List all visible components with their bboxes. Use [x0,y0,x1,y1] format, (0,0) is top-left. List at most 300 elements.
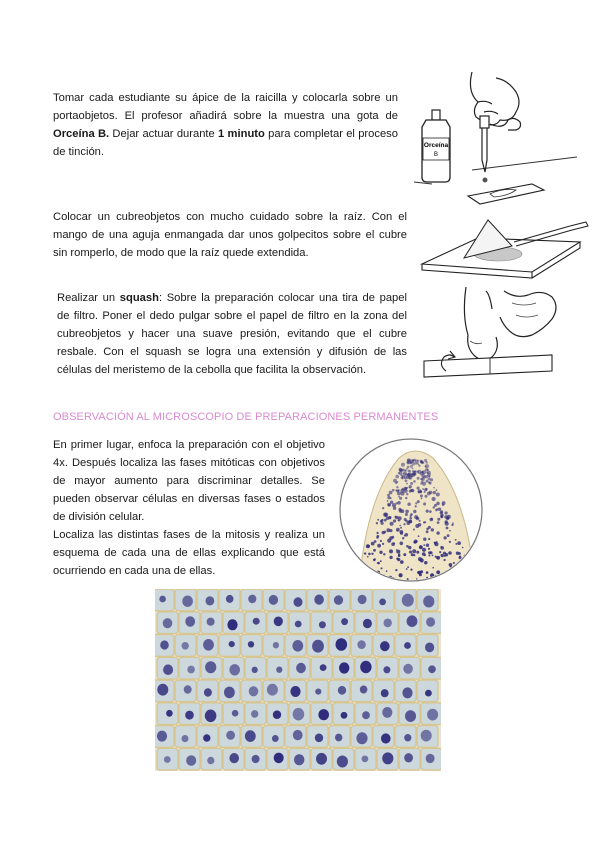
root-cell-nucleus [409,551,412,554]
root-cell-nucleus [359,579,363,583]
micrograph-nucleus [427,709,438,721]
root-cell-nucleus [391,542,395,546]
root-cell-nucleus [415,460,419,464]
root-cell-nucleus [436,493,440,497]
micrograph-nucleus [379,599,386,606]
root-cell-nucleus [387,500,389,502]
step3-text-a: Realizar un [57,292,120,304]
micrograph-nucleus [315,734,323,743]
root-cell-nucleus [399,497,402,500]
root-cell-nucleus [396,530,398,532]
root-cell-nucleus [427,471,431,475]
micrograph-nucleus [336,638,348,651]
micrograph-nucleus [423,596,434,608]
root-cell-nucleus [435,509,438,512]
root-cell-nucleus [437,521,440,524]
root-cell-nucleus [419,545,422,548]
root-cell-nucleus [367,556,369,558]
micrograph-nucleus [294,597,303,607]
root-cell-nucleus [402,478,404,480]
observation-text-2: Localiza las distintas fases de la mitosis y realiza un esquema de cada una de ellas explicando que está ocurriendo en cada una de ellas. [53,529,325,577]
root-cell-nucleus [442,503,445,506]
micrograph-nucleus [160,640,169,649]
root-cell-nucleus [389,549,393,553]
micrograph-nucleus [294,754,304,765]
root-cell-nucleus [392,489,395,492]
micrograph-nucleus [184,685,192,693]
root-cell-nucleus [389,491,393,495]
micrograph-nucleus [341,618,348,625]
micrograph-nucleus [293,708,305,721]
root-cell-nucleus [377,535,380,538]
micrograph-nucleus [164,756,171,763]
root-cell-nucleus [382,519,384,521]
root-cell-nucleus [451,524,453,526]
micrograph-nucleus [226,595,234,603]
root-cell-nucleus [455,539,457,541]
root-cell-nucleus [421,498,423,500]
micrograph-nucleus [383,666,390,673]
root-cell-nucleus [426,571,429,574]
micrograph-nucleus [182,596,193,607]
root-cell-nucleus [456,552,459,555]
micrograph-nucleus [341,712,348,719]
root-cell-nucleus [430,518,434,522]
micrograph-nucleus [166,710,173,717]
micrograph-nucleus [426,617,435,626]
root-cell-nucleus [423,521,425,523]
micrograph-nucleus [357,640,365,649]
root-cell-nucleus [445,511,448,514]
root-cell-nucleus [415,502,417,504]
root-cell-nucleus [415,505,417,507]
root-cell-nucleus [413,529,415,531]
root-cell-nucleus [413,473,416,476]
root-cell-nucleus [413,480,416,483]
root-cell-nucleus [398,496,400,498]
micrograph-nucleus [163,618,173,628]
drop [483,178,488,183]
micrograph-nucleus [425,643,434,653]
root-cell-nucleus [380,540,382,542]
root-cell-nucleus [407,566,409,568]
root-cell-nucleus [466,563,469,566]
micrograph-nucleus [339,662,349,673]
step3-text-b: : Sobre la preparación colocar una tira de papel de filtro. Poner el dedo pulgar sobre el papel de filtro en la zona del cubreobjetos y hacer una suave presión, evitando que el cubre resbale. Con el squash se logra una extensión y difusión de las células del meristemo de la cebolla que facilita la observación. [57,292,407,376]
root-cell-nucleus [413,510,416,513]
micrograph-nucleus [404,753,413,762]
root-cell-nucleus [399,520,401,522]
micrograph-nucleus [245,730,256,742]
root-cell-nucleus [403,553,406,556]
root-cell-nucleus [432,567,434,569]
orceina-bottle [422,110,450,182]
root-cell-nucleus [419,520,421,522]
root-cell-nucleus [350,583,352,584]
micrograph-nucleus [227,619,237,630]
observation-paragraph-2 [53,526,325,580]
root-cell-nucleus [428,526,431,529]
root-tip-microscope-view [337,436,485,584]
root-cell-nucleus [366,572,369,575]
root-cell-nucleus [393,519,396,522]
step1-text-a: Tomar cada estudiante su ápice de la raicilla y colocarla sobre un portaobjetos. El profesor añadirá sobre la muestra una gota de [53,92,398,122]
root-cell-nucleus [417,477,420,480]
root-cell-nucleus [367,545,370,548]
root-cell-nucleus [351,577,353,579]
root-cell-nucleus [430,551,433,554]
root-cell-nucleus [406,545,409,548]
root-cell-nucleus [377,544,381,548]
root-cell-nucleus [401,492,405,496]
root-cell-nucleus [392,503,396,507]
root-cell-nucleus [399,530,403,534]
root-cell-nucleus [369,579,372,582]
root-cell-nucleus [404,535,406,537]
root-cell-nucleus [373,559,376,562]
root-cell-nucleus [410,569,412,571]
root-cell-nucleus [460,579,462,581]
root-cell-nucleus [442,574,446,578]
root-cell-nucleus [441,516,443,518]
root-cell-nucleus [435,582,437,584]
micrograph-nucleus [204,688,212,696]
micrograph-nucleus [335,734,342,742]
root-cell-nucleus [380,560,382,562]
root-cell-nucleus [449,530,451,532]
micrograph-nucleus [338,686,346,695]
root-cell-nucleus [427,469,429,471]
root-cell-nucleus [432,497,436,501]
micrograph-nucleus [224,687,235,699]
root-cell-nucleus [404,489,408,493]
root-cell-nucleus [429,510,432,513]
micrograph-cells [155,589,441,771]
root-cell-nucleus [403,523,405,525]
root-cell-nucleus [426,480,429,483]
root-cell-nucleus [410,482,413,485]
root-cell-nucleus [388,516,391,519]
root-cell-nucleus [390,497,392,499]
root-cell-nucleus [440,546,444,550]
mitosis-micrograph [155,589,441,771]
section-heading: OBSERVACIÓN AL MICROSCOPIO DE PREPARACIONES PERMANENTES [53,411,439,423]
root-cell-nucleus [436,531,439,534]
root-cell-nucleus [398,508,401,511]
root-cell-nucleus [444,536,447,539]
micrograph-nucleus [314,595,324,605]
micrograph-nucleus [292,640,303,652]
root-cell-nucleus [402,537,404,539]
root-cell-nucleus [408,472,411,475]
root-cell-nucleus [434,542,437,545]
micrograph-nucleus [269,595,278,605]
root-cell-nucleus [468,560,472,564]
micrograph-nucleus [206,596,215,605]
micrograph-nucleus [249,686,259,696]
micrograph-nucleus [159,596,166,603]
root-cell-nucleus [451,572,453,574]
root-cell-nucleus [397,501,401,505]
micrograph-nucleus [252,667,258,673]
root-cell-nucleus [376,532,378,534]
root-cell-nucleus [360,565,362,567]
root-cell-nucleus [452,576,455,579]
step1-bold-minute: 1 minuto [218,128,265,140]
root-cell-nucleus [447,534,450,537]
root-cell-nucleus [371,542,375,546]
micrograph-nucleus [232,710,239,717]
root-cell-nucleus [445,522,449,526]
root-cell-nucleus [468,578,472,582]
root-cell-nucleus [373,549,376,552]
root-cell-nucleus [390,522,394,526]
root-cell-nucleus [424,491,426,493]
root-cell-nucleus [420,494,423,497]
root-cell-nucleus [447,517,449,519]
root-cell-nucleus [407,503,410,506]
micrograph-nucleus [403,664,413,674]
root-cell-nucleus [428,538,430,540]
micrograph-nucleus [405,710,416,722]
root-cell-nucleus [426,530,429,533]
root-cell-nucleus [395,475,399,479]
root-cell-nucleus [371,553,373,555]
root-cell-nucleus [431,581,435,584]
micrograph-nucleus [360,661,371,673]
root-cell-nucleus [410,465,413,468]
observation-paragraph-1 [53,436,325,526]
root-cell-nucleus [396,486,398,488]
root-cell-nucleus [416,517,419,520]
micrograph-nucleus [205,661,216,673]
root-cell-nucleus [457,574,461,578]
micrograph-nucleus [315,689,321,695]
micrograph-nucleus [362,711,370,719]
root-cell-nucleus [383,513,387,517]
root-cell-nucleus [395,569,397,571]
micrograph-nucleus [318,709,329,720]
micrograph-nucleus [185,616,195,627]
staining-illustration [412,72,582,212]
root-cell-nucleus [426,510,429,513]
observation-text-1: En primer lugar, enfoca la preparación con el objetivo 4x. Después localiza las fases mitóticas con objetivos de mayor aumento para discriminar detalles. Se pueden observar células en diversas fases o estados de división celular. [53,439,325,523]
micrograph-nucleus [425,690,432,697]
micrograph-nucleus [182,735,189,742]
root-cell-nucleus [459,555,461,557]
root-cell-nucleus [418,535,420,537]
root-cell-nucleus [471,573,473,575]
root-cell-nucleus [423,544,425,546]
root-cell-nucleus [423,476,426,479]
root-cell-nucleus [384,519,387,522]
root-cell-nucleus [386,528,390,532]
root-cell-nucleus [400,560,404,564]
root-cell-nucleus [437,518,440,521]
root-cell-nucleus [410,513,413,516]
micrograph-nucleus [248,641,254,647]
root-cell-nucleus [446,527,449,530]
root-cell-nucleus [422,548,426,552]
micrograph-nucleus [312,640,324,653]
root-cell-nucleus [406,483,408,485]
root-cell-nucleus [434,504,437,507]
micrograph-nucleus [421,730,432,742]
root-cell-nucleus [368,553,371,556]
micrograph-nucleus [207,618,215,626]
root-cell-nucleus [394,516,396,518]
micrograph-nucleus [358,595,367,604]
root-cell-nucleus [461,564,465,568]
root-cell-nucleus [432,555,434,557]
micrograph-nucleus [356,732,367,744]
micrograph-nucleus [290,686,300,697]
root-cell-nucleus [416,551,419,554]
root-cell-nucleus [399,468,403,472]
root-cell-nucleus [405,520,408,523]
root-cell-nucleus [438,508,441,511]
root-cell-nucleus [405,510,409,514]
root-cell-nucleus [387,494,390,497]
micrograph-nucleus [248,595,256,604]
root-cell-nucleus [382,507,384,509]
root-cell-nucleus [377,519,379,521]
root-cell-nucleus [412,549,416,553]
micrograph-nucleus [229,641,235,647]
micrograph-nucleus [276,667,282,673]
root-cell-nucleus [400,542,404,546]
micrograph-nucleus [226,731,235,740]
root-cell-nucleus [439,551,441,553]
root-cell-nucleus [425,495,428,498]
micrograph-nucleus [163,664,173,675]
root-cell-nucleus [416,578,418,580]
root-cell-nucleus [419,573,422,576]
micrograph-nucleus [229,664,240,675]
micrograph-nucleus [362,756,369,763]
hand-dropper [470,72,520,172]
root-cell-nucleus [406,468,408,470]
root-cell-nucleus [418,464,420,466]
micrograph-nucleus [384,619,392,628]
root-cell-nucleus [366,570,369,573]
micrograph-nucleus [157,684,168,696]
root-cell-nucleus [449,541,451,543]
root-cell-nucleus [406,568,408,570]
micrograph-nucleus [404,642,411,649]
root-cell-nucleus [420,478,423,481]
squash-illustration [420,285,585,385]
root-cell-nucleus [418,557,422,561]
root-cell-nucleus [396,549,398,551]
root-cell-nucleus [405,470,407,472]
micrograph-nucleus [203,734,210,742]
root-cell-nucleus [384,581,386,583]
root-cell-nucleus [422,488,424,490]
root-cell-nucleus [397,558,400,561]
slide [468,184,544,204]
micrograph-nucleus [319,621,326,628]
bottle-label-orceina: Orceína [423,142,449,149]
step1-text-b: Dejar actuar durante [109,128,219,140]
micrograph-nucleus [229,753,239,763]
step1-text-c: para completar el proceso de tinción. [53,128,398,158]
root-cell-nucleus [445,581,449,585]
micrograph-nucleus [296,663,306,673]
micrograph-nucleus [293,730,303,740]
micrograph-nucleus [407,615,418,627]
root-cell-nucleus [412,459,414,461]
root-cell-nucleus [412,468,414,470]
micrograph-nucleus [363,619,372,628]
root-cell-nucleus [448,551,452,555]
micrograph-nucleus [360,686,368,694]
root-cell-nucleus [383,553,385,555]
root-cell-nucleus [401,463,405,467]
root-cell-nucleus [455,543,457,545]
micrograph-nucleus [380,641,390,651]
root-cell-nucleus [418,491,420,493]
micrograph-nucleus [381,689,389,697]
root-cell-nucleus [429,491,433,495]
root-cell-nucleus [364,552,366,554]
root-cell-nucleus [399,525,401,527]
root-cell-nucleus [414,540,418,544]
root-cell-nucleus [409,487,411,489]
root-cell-nucleus [428,476,430,478]
micrograph-nucleus [185,711,194,720]
root-cell-nucleus [418,523,422,527]
root-cell-nucleus [467,562,469,564]
micrograph-nucleus [334,595,343,605]
root-cell-nucleus [422,482,426,486]
micrograph-nucleus [426,754,435,763]
micrograph-nucleus [274,753,284,764]
micrograph-nucleus [382,752,393,764]
root-cell-nucleus [398,554,400,556]
root-cell-nucleus [457,541,461,545]
root-cell-nucleus [424,554,426,556]
root-cell-nucleus [383,531,386,534]
root-cell-nucleus [405,479,408,482]
root-cell-nucleus [423,538,426,541]
root-cell-nucleus [417,500,420,503]
root-cell-nucleus [420,472,424,476]
micrograph-nucleus [382,707,392,718]
micrograph-nucleus [203,639,214,651]
root-cell-nucleus [411,553,414,556]
root-cell-nucleus [389,556,392,559]
root-cell-nucleus [379,578,383,582]
micrograph-nucleus [267,684,278,696]
root-cell-nucleus [412,462,416,466]
root-cell-nucleus [467,557,469,559]
root-cell-nucleus [386,570,388,572]
root-cell-nucleus [441,554,444,557]
root-cell-nucleus [440,511,443,514]
step1-paragraph [53,89,398,161]
micrograph-nucleus [295,621,302,628]
root-cell-nucleus [424,561,427,564]
micrograph-nucleus [251,710,258,718]
root-cell-nucleus [424,488,427,491]
root-cell-nucleus [429,482,432,485]
root-cell-nucleus [435,489,437,491]
root-cell-nucleus [425,465,427,467]
step2-text: Colocar un cubreobjetos con mucho cuidado sobre la raíz. Con el mango de una aguja enmangada dar unos golpecitos sobre el cubre sin romperlo, de modo que la raíz quede extendida. [53,211,407,259]
micrograph-nucleus [187,666,195,674]
micrograph-nucleus [320,664,327,671]
